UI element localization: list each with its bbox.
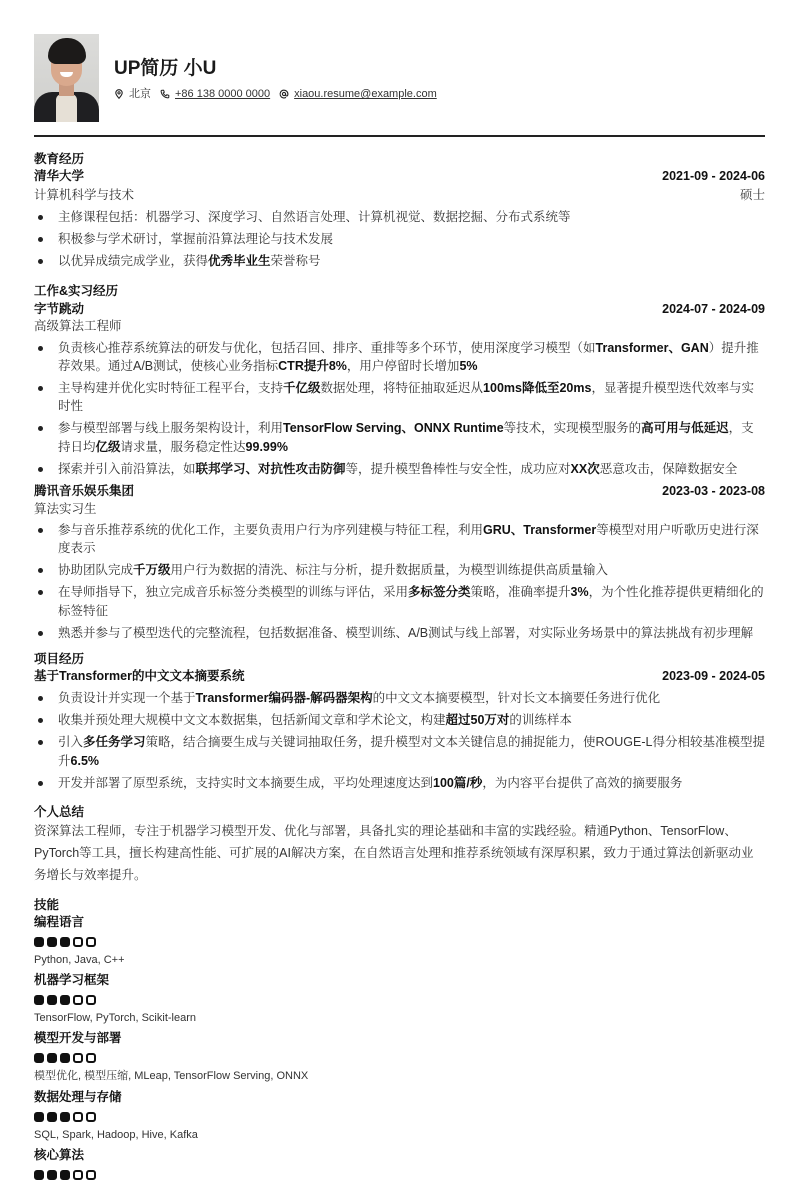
filled-dot-icon — [60, 1170, 70, 1180]
at-sign-icon — [279, 89, 289, 99]
list-item: 以优异成绩完成学业，获得优秀毕业生荣誉称号 — [34, 252, 765, 270]
empty-dot-icon — [73, 937, 83, 947]
education-entry — [34, 167, 765, 270]
filled-dot-icon — [34, 937, 44, 947]
skill-rating — [34, 937, 765, 947]
phone-icon — [160, 89, 170, 99]
job-role: 高级算法工程师 — [34, 319, 122, 334]
skill-item — [34, 972, 765, 1026]
work-entry — [34, 482, 765, 642]
company-name: 腾讯音乐娱乐集团 — [34, 483, 135, 498]
skill-name: 核心算法 — [34, 1148, 85, 1163]
skill-value: SQL, Spark, Hadoop, Hive, Kafka — [34, 1128, 198, 1141]
skill-name: 编程语言 — [34, 914, 85, 929]
filled-dot-icon — [60, 1112, 70, 1122]
skill-rating — [34, 1053, 765, 1063]
resume-page — [34, 34, 765, 1185]
contact-phone[interactable] — [160, 86, 270, 103]
skill-item — [34, 914, 765, 968]
filled-dot-icon — [47, 995, 57, 1005]
list-item: 积极参与学术研讨，掌握前沿算法理论与技术发展 — [34, 230, 765, 248]
skill-value: 模型优化, 模型压缩, MLeap, TensorFlow Serving, ONNX — [34, 1070, 309, 1083]
list-item: 收集并预处理大规模中文文本数据集，包括新闻文章和学术论文，构建超过50万对的训练样本 — [34, 711, 765, 729]
empty-dot-icon — [86, 1170, 96, 1180]
skills-section — [34, 898, 765, 1180]
contact-line — [114, 86, 446, 103]
list-item: 负责核心推荐系统算法的研发与优化，包括召回、排序、重排等多个环节，使用深度学习模型（如Transformer、GAN）提升推荐效果。通过A/B测试，使核心业务指标CTR提升8%，用户停留时长增加5% — [34, 339, 765, 375]
skill-rating — [34, 1112, 765, 1122]
summary-section — [34, 805, 765, 887]
list-item: 开发并部署了原型系统，支持实时文本摘要生成，平均处理速度达到100篇/秒，为内容平台提供了高效的摘要服务 — [34, 774, 765, 792]
list-item: 熟悉并参与了模型迭代的完整流程，包括数据准备、模型训练、A/B测试与线上部署，对实际业务场景中的算法挑战有初步理解 — [34, 624, 765, 642]
empty-dot-icon — [73, 1112, 83, 1122]
section-title: 技能 — [34, 898, 60, 912]
header-info — [114, 51, 446, 102]
project-name: 基于Transformer的中文文本摘要系统 — [34, 669, 245, 684]
entry-date: 2021-09 - 2024-06 — [662, 169, 765, 184]
section-title: 项目经历 — [34, 651, 85, 666]
contact-email[interactable] — [279, 86, 437, 103]
email-link[interactable]: xiaou.resume@example.com — [294, 88, 437, 101]
filled-dot-icon — [60, 1053, 70, 1063]
project-entry — [34, 667, 765, 791]
empty-dot-icon — [73, 1170, 83, 1180]
filled-dot-icon — [34, 1170, 44, 1180]
filled-dot-icon — [47, 937, 57, 947]
filled-dot-icon — [47, 1053, 57, 1063]
bullet-list — [34, 521, 765, 642]
header-divider — [34, 135, 765, 137]
major: 计算机科学与技术 — [34, 187, 135, 202]
skill-name: 数据处理与存储 — [34, 1089, 122, 1104]
filled-dot-icon — [47, 1170, 57, 1180]
empty-dot-icon — [73, 995, 83, 1005]
bullet-list — [34, 208, 765, 270]
bullet-list — [34, 339, 765, 478]
entry-date: 2023-09 - 2024-05 — [662, 669, 765, 684]
skill-rating — [34, 995, 765, 1005]
list-item: 主修课程包括：机器学习、深度学习、自然语言处理、计算机视觉、数据挖掘、分布式系统等 — [34, 208, 765, 226]
summary-text: 资深算法工程师，专注于机器学习模型开发、优化与部署，具备扎实的理论基础和丰富的实践经验。精通Python、TensorFlow、PyTorch等工具，擅长构建高性能、可扩展的AI解决方案，在自然语言处理和推荐系统领域有深厚积累，致力于通过算法创新驱动业务增长与效率提升。 — [34, 824, 754, 883]
skill-item — [34, 1089, 765, 1143]
job-role: 算法实习生 — [34, 501, 97, 516]
map-pin-icon — [114, 89, 124, 99]
work-entry — [34, 300, 765, 478]
bullet-list — [34, 689, 765, 792]
skill-name: 机器学习框架 — [34, 973, 110, 987]
list-item: 参与模型部署与线上服务架构设计，利用TensorFlow Serving、ONNX Runtime等技术，实现模型服务的高可用与低延迟，支持日均亿级请求量，服务稳定性达99.99% — [34, 419, 765, 455]
section-title: 教育经历 — [34, 151, 85, 166]
list-item: 协助团队完成千万级用户行为数据的清洗、标注与分析，提升数据质量，为模型训练提供高质量输入 — [34, 561, 765, 579]
entry-date: 2024-07 - 2024-09 — [662, 301, 765, 316]
phone-link[interactable]: +86 138 0000 0000 — [175, 88, 271, 101]
skill-value: TensorFlow, PyTorch, Scikit-learn — [34, 1011, 196, 1024]
education-section — [34, 152, 765, 271]
skill-item — [34, 1030, 765, 1084]
filled-dot-icon — [34, 1112, 44, 1122]
list-item: 负责设计并实现一个基于Transformer编码器-解码器架构的中文文本摘要模型，针对长文本摘要任务进行优化 — [34, 689, 765, 707]
filled-dot-icon — [47, 1112, 57, 1122]
empty-dot-icon — [86, 995, 96, 1005]
empty-dot-icon — [86, 937, 96, 947]
profile-photo — [34, 34, 99, 120]
list-item: 在导师指导下，独立完成音乐标签分类模型的训练与评估，采用多标签分类策略，准确率提升3%，为个性化推荐提供更精细化的标签特征 — [34, 583, 765, 619]
work-section — [34, 284, 765, 642]
skill-rating — [34, 1170, 765, 1180]
candidate-name: UP简历 小U — [114, 58, 217, 80]
projects-section — [34, 652, 765, 792]
skill-item — [34, 1147, 765, 1180]
section-title: 个人总结 — [34, 804, 85, 819]
empty-dot-icon — [86, 1053, 96, 1063]
company-name: 字节跳动 — [34, 301, 85, 316]
entry-date: 2023-03 - 2023-08 — [662, 483, 765, 498]
list-item: 引入多任务学习策略，结合摘要生成与关键词抽取任务，提升模型对文本关键信息的捕捉能力，使ROUGE-L得分相较基准模型提升6.5% — [34, 733, 765, 769]
list-item: 探索并引入前沿算法，如联邦学习、对抗性攻击防御等，提升模型鲁棒性与安全性，成功应对XX次恶意攻击，保障数据安全 — [34, 460, 765, 478]
empty-dot-icon — [86, 1112, 96, 1122]
section-title: 工作&实习经历 — [34, 284, 119, 298]
resume-header — [34, 34, 765, 120]
filled-dot-icon — [60, 995, 70, 1005]
filled-dot-icon — [60, 937, 70, 947]
contact-location — [114, 86, 151, 103]
list-item: 参与音乐推荐系统的优化工作，主要负责用户行为序列建模与特征工程，利用GRU、Transformer等模型对用户听歌历史进行深度表示 — [34, 521, 765, 557]
location-text: 北京 — [129, 88, 151, 101]
filled-dot-icon — [34, 1053, 44, 1063]
skill-value: Python, Java, C++ — [34, 953, 125, 966]
filled-dot-icon — [34, 995, 44, 1005]
degree: 硕士 — [739, 187, 765, 202]
empty-dot-icon — [73, 1053, 83, 1063]
list-item: 主导构建并优化实时特征工程平台，支持千亿级数据处理，将特征抽取延迟从100ms降低至20ms，显著提升模型迭代效率与实时性 — [34, 379, 765, 415]
school-name: 清华大学 — [34, 169, 85, 184]
skill-name: 模型开发与部署 — [34, 1031, 122, 1046]
